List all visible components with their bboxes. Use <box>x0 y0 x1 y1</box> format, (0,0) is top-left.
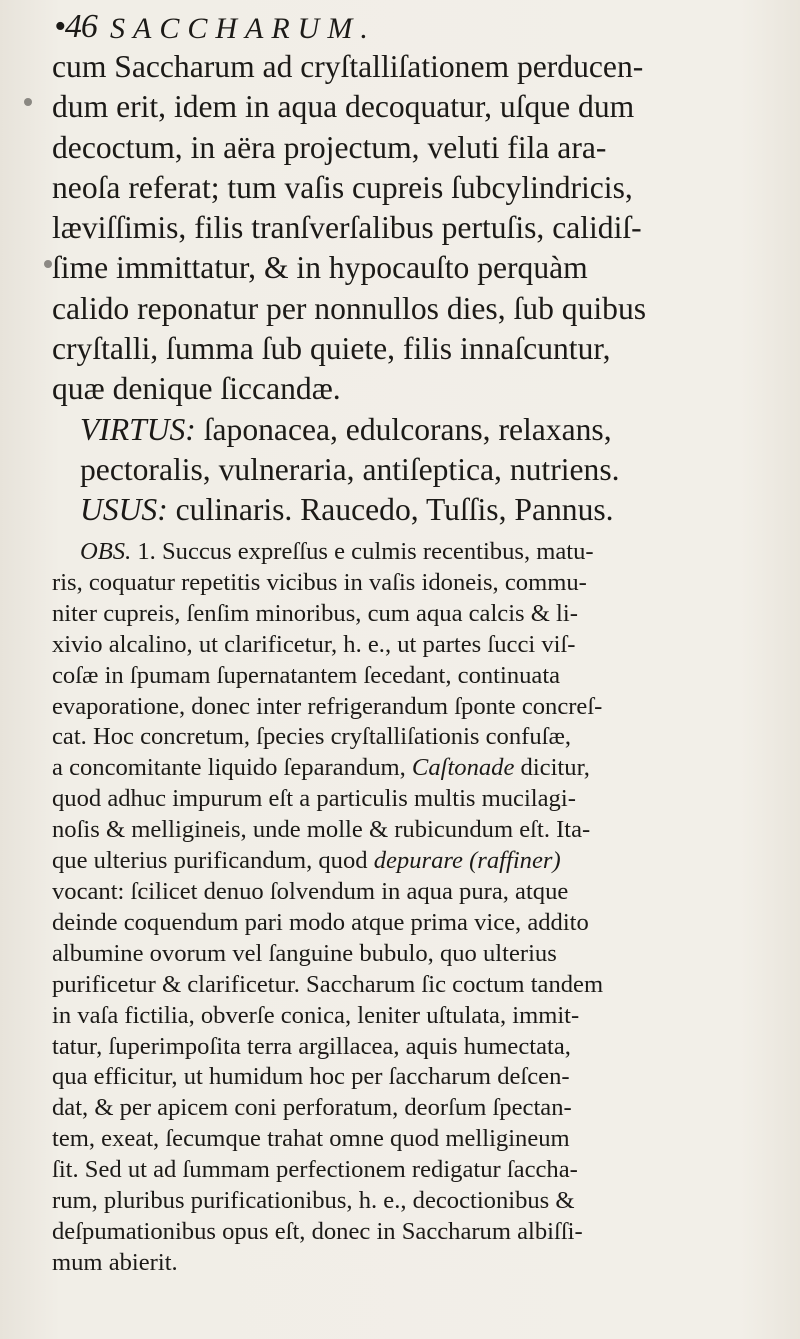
text-line: albumine ovorum vel ſanguine bubulo, quo ulterius <box>52 939 557 967</box>
virtus-label: VIRTUS: <box>80 411 196 447</box>
usus-text: culinaris. Raucedo, Tuſſis, Pannus. <box>167 492 614 528</box>
virtus-text: ſaponacea, edulcorans, relaxans, <box>195 411 612 447</box>
depurare-term: depurare <box>373 847 463 875</box>
virtus-line <box>52 410 757 450</box>
obs-first-text: 1. Succus expreſſus e culmis recentibus, matu- <box>131 538 594 565</box>
text-line: neoſa referat; tum vaſis cupreis ſubcylindricis, <box>52 169 633 205</box>
text-line: qua efficitur, ut humidum hoc per ſaccharum deſcen- <box>52 1063 570 1091</box>
text-fragment: que ulterius purificandum, quod <box>52 847 374 875</box>
running-head: SACCHARUM. <box>110 12 376 45</box>
text-line: deinde coquendum pari modo atque prima vice, addito <box>52 908 589 936</box>
text-line: niter cupreis, ſenſim minoribus, cum aqua calcis & li- <box>52 599 578 627</box>
text-line: deſpumationibus opus eſt, donec in Saccharum albiſſi- <box>52 1217 583 1245</box>
text-line: purificetur & clarificetur. Saccharum ſic coctum tandem <box>52 970 604 998</box>
margin-dot-mark <box>44 260 52 268</box>
text-line: evaporatione, donec inter refrigerandum ſponte concreſ- <box>52 692 603 720</box>
text-line: xivio alcalino, ut clarificetur, h. e., ut partes ſucci viſ- <box>52 630 576 658</box>
text-line: calido reponatur per nonnullos dies, ſub quibus <box>52 290 647 326</box>
text-fragment: dicitur, <box>514 754 590 782</box>
text-line: ris, coquatur repetitis vicibus in vaſis idoneis, commu- <box>52 568 587 596</box>
text-line: cat. Hoc concretum, ſpecies cryſtalliſationis confuſæ, <box>52 723 572 751</box>
text-line: noſis & melligineis, unde molle & rubicundum eſt. Ita- <box>52 816 591 844</box>
usus-line <box>52 490 757 530</box>
text-line: vocant: ſcilicet denuo ſolvendum in aqua pura, atque <box>52 877 569 905</box>
obs-label: OBS. <box>80 538 132 565</box>
text-line: in vaſa fictilia, obverſe conica, leniter uſtulata, immit- <box>52 1001 580 1029</box>
text-line: cum Saccharum ad cryſtalliſationem perducen- <box>52 49 644 84</box>
text-line: læviſſimis, filis tranſverſalibus pertuſis, calidiſ- <box>52 210 642 246</box>
depurare-line <box>52 846 757 877</box>
text-line: dum erit, idem in aqua decoquatur, uſque dum <box>52 89 635 125</box>
text-line: quæ denique ſiccandæ. <box>52 371 341 407</box>
main-paragraph <box>52 47 757 531</box>
text-line: cryſtalli, ſumma ſub quiete, filis innaſcuntur, <box>52 331 611 367</box>
usus-label: USUS: <box>80 492 168 528</box>
text-fragment: a concomitante liquido ſeparandum, <box>52 754 412 782</box>
virtus-continuation: pectoralis, vulneraria, antiſeptica, nutriens. <box>80 451 620 487</box>
text-line: mum abierit. <box>52 1248 178 1276</box>
obs-first-line <box>52 537 757 568</box>
raffiner-term: (raffiner) <box>462 847 561 875</box>
text-line: decoctum, in aëra projectum, veluti fila ara- <box>52 129 607 165</box>
text-line: ſit. Sed ut ad ſummam perfectionem redigatur ſaccha- <box>52 1156 578 1184</box>
cassonade-term: Caſtonade <box>411 754 515 782</box>
text-line: quod adhuc impurum eſt a particulis multis mucilagi- <box>52 785 576 813</box>
text-line: rum, pluribus purificationibus, h. e., decoctionibus & <box>52 1187 575 1215</box>
text-line: dat, & per apicem coni perforatum, deorſum ſpectan- <box>52 1094 572 1122</box>
observation-paragraph <box>52 537 757 1279</box>
text-line: ſime immittatur, & in hypocauſto perquàm <box>52 250 588 286</box>
text-line: coſæ in ſpumam ſupernatantem ſecedant, continuata <box>52 661 561 689</box>
text-line: tatur, ſuperimpoſita terra argillacea, aquis humectata, <box>52 1032 571 1060</box>
page-header <box>50 6 750 50</box>
margin-dot-mark <box>24 98 32 106</box>
page-number: •46 <box>54 8 97 45</box>
text-line: tem, exeat, ſecumque trahat omne quod melligineum <box>52 1125 570 1153</box>
cassonade-line <box>52 753 757 784</box>
